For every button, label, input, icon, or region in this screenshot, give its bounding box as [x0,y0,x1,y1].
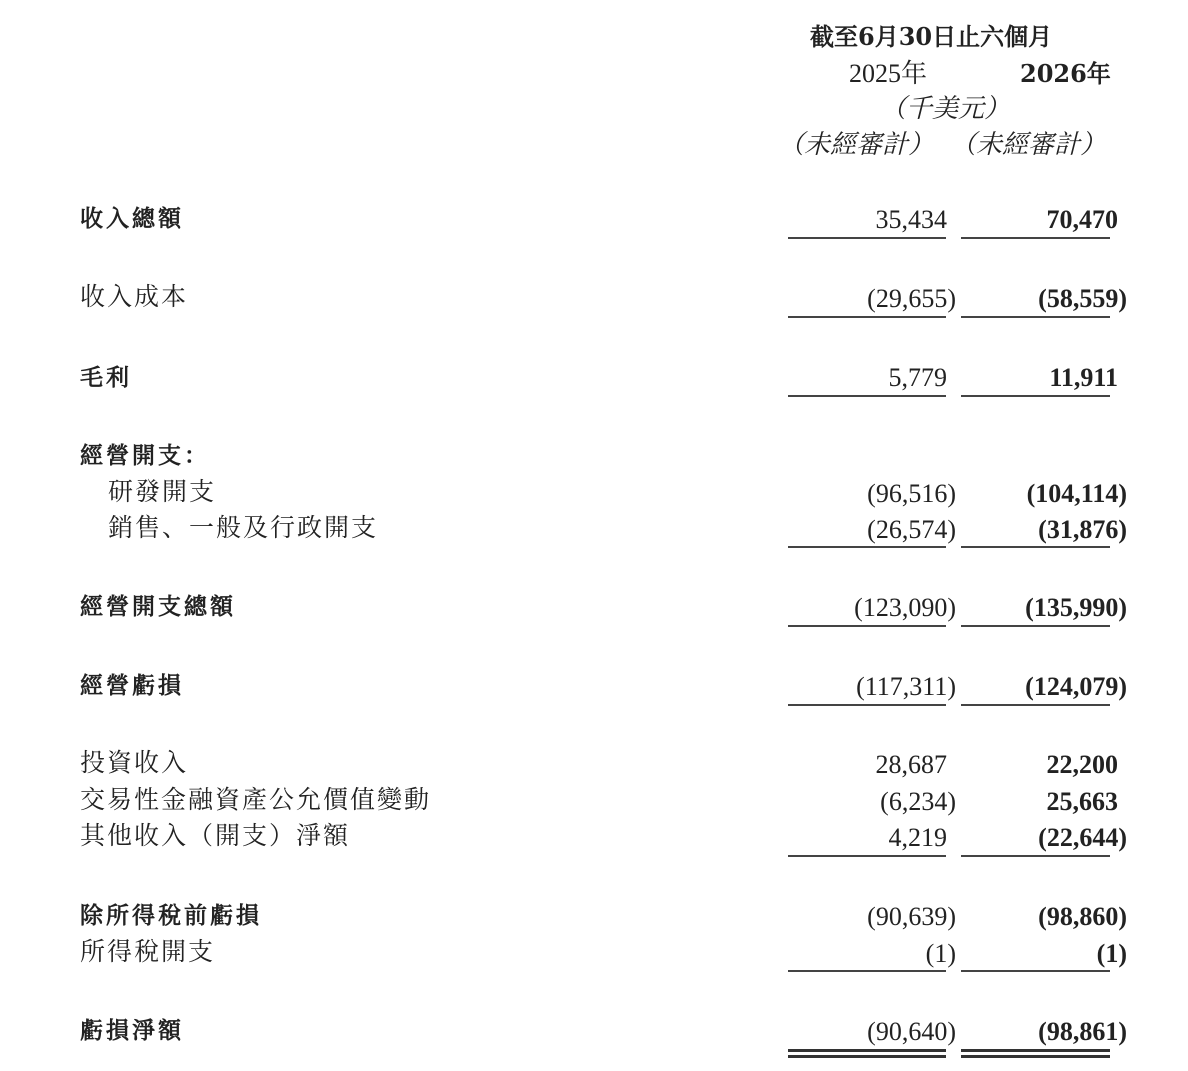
underline [961,855,1110,857]
rnd-2026: (104,114) [1026,479,1127,508]
total-opex-label: 經營開支總額 [80,594,236,620]
underline [961,237,1110,239]
underline [961,546,1110,548]
net-loss-label: 虧損淨額 [80,1018,184,1044]
income-tax-2025: (1) [925,939,956,968]
underline [788,625,946,627]
total-opex-2026: (135,990) [1025,593,1127,622]
underline [788,546,946,548]
total-revenue-label: 收入總額 [80,206,184,232]
other-income-label: 其他收入（開支）淨額 [80,823,351,850]
total-opex-2025: (123,090) [854,593,956,622]
sga-2025: (26,574) [867,515,956,544]
sga-label: 銷售、一般及行政開支 [108,515,379,542]
fv-change-2026: 25,663 [1046,787,1118,816]
underline [788,704,946,706]
underline [961,316,1110,318]
rnd-2025: (96,516) [867,479,956,508]
fv-change-2025: (6,234) [880,787,956,816]
investment-income-label: 投資收入 [80,750,189,777]
unit-header: （千美元） [880,94,1011,123]
loss-before-tax-2025: (90,639) [867,902,956,931]
fv-change-label: 交易性金融資產公允價值變動 [80,787,432,814]
investment-income-2026: 22,200 [1046,750,1118,779]
double-underline [788,1049,946,1058]
income-tax-2026: (1) [1096,939,1127,968]
gross-profit-label: 毛利 [80,365,132,391]
operating-loss-2025: (117,311) [856,672,956,701]
year-2025-header: 2025年 [849,59,928,88]
gross-profit-2026: 11,911 [1049,363,1118,392]
other-income-2025: 4,219 [888,823,947,852]
cost-of-revenue-2025: (29,655) [867,284,956,313]
net-loss-2025: (90,640) [867,1017,956,1046]
rnd-label: 研發開支 [108,479,217,506]
sga-2026: (31,876) [1038,515,1127,544]
investment-income-2025: 28,687 [875,750,947,779]
operating-loss-label: 經營虧損 [80,673,184,699]
audit-2025-header: （未經審計） [778,130,935,159]
underline [788,237,946,239]
income-tax-label: 所得稅開支 [80,939,216,966]
underline [788,395,946,397]
period-header: 截至6月30日止六個月 [810,22,1053,51]
underline [788,316,946,318]
operating-loss-2026: (124,079) [1025,672,1127,701]
underline [961,704,1110,706]
other-income-2026: (22,644) [1038,823,1127,852]
total-revenue-2026: 70,470 [1046,205,1118,234]
cost-of-revenue-label: 收入成本 [80,284,189,311]
underline [788,970,946,972]
underline [961,970,1110,972]
loss-before-tax-2026: (98,860) [1038,902,1127,931]
opex-heading: 經營開支： [80,443,210,469]
cost-of-revenue-2026: (58,559) [1038,284,1127,313]
loss-before-tax-label: 除所得稅前虧損 [80,903,262,929]
total-revenue-2025: 35,434 [875,205,947,234]
underline [961,625,1110,627]
double-underline [961,1049,1110,1058]
underline [788,855,946,857]
year-2026-header: 2026年 [1020,59,1111,88]
underline [961,395,1110,397]
audit-2026-header: （未經審計） [950,130,1107,159]
net-loss-2026: (98,861) [1038,1017,1127,1046]
gross-profit-2025: 5,779 [888,363,947,392]
